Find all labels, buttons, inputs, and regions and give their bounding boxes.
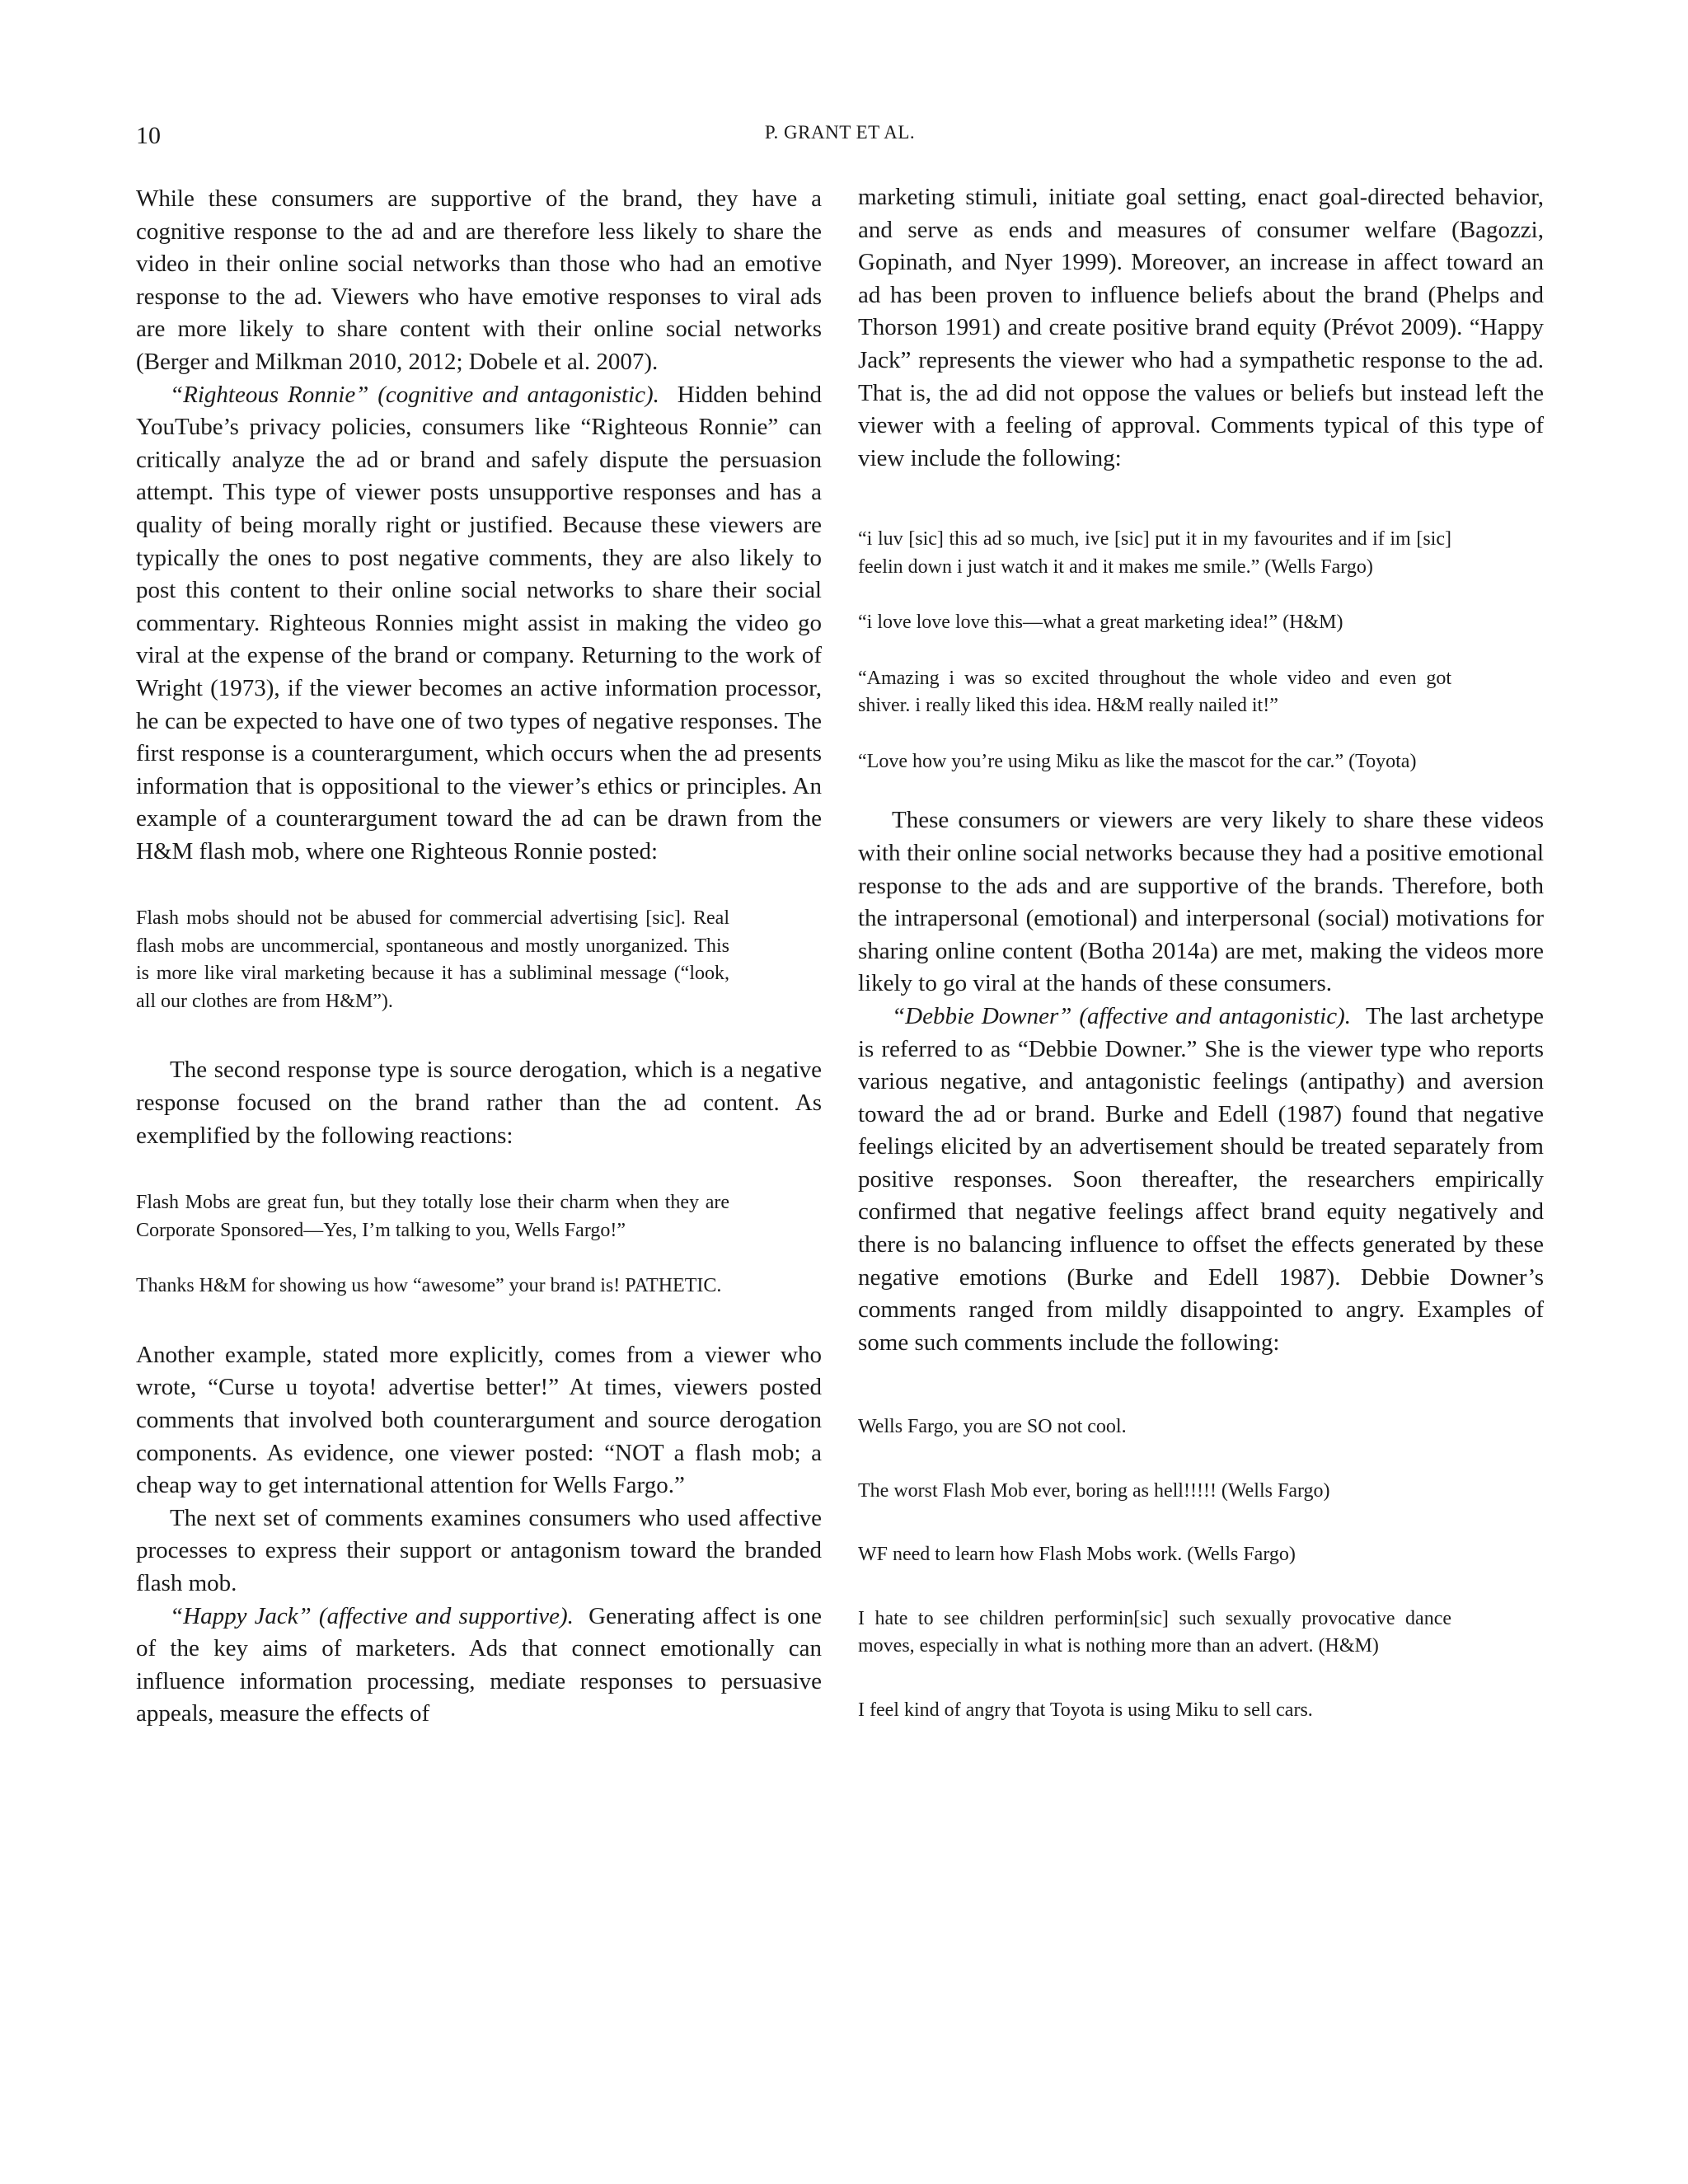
right-column [858, 181, 1544, 1763]
section-heading-happy-jack: “Happy Jack” (affective and supportive). [170, 1602, 574, 1629]
paragraph-debbie-downer [858, 1001, 1544, 1360]
quote: “i love love love this—what a great marketing idea!” (H&M) [858, 612, 1343, 634]
page-number: 10 [136, 122, 161, 149]
paragraph-text: The last archetype is referred to as “Debbie Downer.” She is the viewer type who reports various negative, and antagonistic feelings (antipathy) and aversion toward the ad or brand. Burke and Edell (1987) found that negative feelings elicited by an advertisement should be treated separately from positive responses. Soon thereafter, the researchers empirically confirmed that negative feelings affect brand equity negatively and there is no balancing influence to offset the effects generated by these negative emotions (Burke and Edell 1987). Debbie Downer’s comments ranged from mildly disappointed to angry. Examples of some such comments include the following: [858, 1002, 1545, 1356]
quote: “i luv [sic] this ad so much, ive [sic] put it in my favourites and if im [sic] feelin down i just watch it and it makes me smile.” (Wells Fargo) [858, 528, 1451, 578]
quote: “Love how you’re using Miku as like the mascot for the car.” (Toyota) [858, 750, 1417, 772]
block-quote [136, 1189, 822, 1301]
paragraph: The second response type is source derogation, which is a negative response focused on the brand rather than the ad content. As exemplified by the following reactions: [136, 1057, 822, 1149]
paragraph-text: Hidden behind YouTube’s privacy policies, consumers like “Righteous Ronnie” can critically analyze the ad or brand and safely dispute the persuasion attempt. This type of viewer posts unsupportive responses and has a quality of being morally right or justified. Because these viewers are typically the ones to post negative comments, they are also likely to post this content to their online social networks to share their social commentary. Righteous Ronnies might assist in making the video go viral at the expense of the brand or company. Returning to the work of Wright (1973), if the viewer becomes an active information processor, he can be expected to have one of two types of negative responses. The first response is a counterargument, which occurs when the ad presents information that is oppositional to the viewer’s ethics or principles. An example of a counterargument toward the ad can be drawn from the H&M flash mob, where one Righteous Ronnie posted: [136, 381, 822, 865]
paragraph: Another example, stated more explicitly, comes from a viewer who wrote, “Curse u toyota! advertise better!” At times, viewers posted comments that involved both counterargument and source derogation components. As evidence, one viewer posted: “NOT a flash mob; a cheap way to get international attention for Wells Fargo.” [136, 1341, 822, 1499]
quote: WF need to learn how Flash Mobs work. (Wells Fargo) [858, 1544, 1296, 1566]
quote: Flash mobs should not be abused for commercial advertising [sic]. Real flash mobs are uncommercial, spontaneous and mostly unorganized. This is more like viral marketing because it has a subliminal message (“look, all our clothes are from H&M”). [136, 907, 729, 1012]
paragraph: The next set of comments examines consumers who used affective processes to express their support or antagonism toward the branded flash mob. [136, 1504, 822, 1596]
paragraph: While these consumers are supportive of the brand, they have a cognitive response to the ad and are therefore less likely to share the video in their online social networks than those who had an emotive response to the ad. Viewers who have emotive responses to viral ads are more likely to share content with their online social networks (Berger and Milkman 2010, 2012; Dobele et al. 2007). [136, 185, 822, 375]
quote: I hate to see children performin[sic] such sexually provocative dance moves, especially in what is nothing more than an advert. (H&M) [858, 1607, 1451, 1657]
page-header [136, 122, 1544, 155]
paragraph: marketing stimuli, initiate goal setting, enact goal-directed behavior, and serve as ends and measures of consumer welfare (Bagozzi, Gopinath, and Nyer 1999). Moreover, an increase in affect toward an ad has been proven to influence beliefs about the brand (Phelps and Thorson 1991) and create positive brand equity (Prévot 2009). “Happy Jack” represents the viewer who had a sympathetic response to the ad. That is, the ad did not oppose the values or beliefs but instead left the viewer with a feeling of approval. Comments typical of this type of view include the following: [858, 184, 1544, 471]
quote: Flash Mobs are great fun, but they totally lose their charm when they are Corporate Sponsored—Yes, I’m talking to you, Wells Fargo!” [136, 1192, 729, 1241]
quote: “Amazing i was so excited throughout the whole video and even got shiver. i really liked this idea. H&M really nailed it!” [858, 667, 1451, 717]
block-quote [136, 905, 822, 1015]
section-heading-righteous-ronnie: “Righteous Ronnie” (cognitive and antagonistic). [170, 381, 659, 408]
quote: The worst Flash Mob ever, boring as hell!!!!! (Wells Fargo) [858, 1479, 1330, 1502]
block-quote-list [858, 1413, 1544, 1724]
paragraph: These consumers or viewers are very likely to share these videos with their online social networks because they had a positive emotional response to the ads and are supportive of the brands. Therefore, both the intrapersonal (emotional) and interpersonal (social) motivations for sharing online content (Botha 2014a) are met, making the videos more likely to go viral at the hands of these consumers. [858, 807, 1544, 997]
paragraph-text: Generating affect is one of the key aims of marketers. Ads that connect emotionally can influence information processing, mediate responses to persuasive appeals, measure the effects of [136, 1602, 822, 1727]
quote: Wells Fargo, you are SO not cool. [858, 1416, 1127, 1438]
quote: Thanks H&M for showing us how “awesome” your brand is! PATHETIC. [136, 1275, 722, 1297]
running-head: P. GRANT ET AL. [764, 122, 916, 143]
block-quote-list [858, 526, 1544, 776]
section-heading-debbie-downer: “Debbie Downer” (affective and antagonistic). [892, 1002, 1352, 1029]
paragraph-righteous-ronnie [136, 379, 822, 869]
paragraph-happy-jack [136, 1601, 822, 1731]
quote: I feel kind of angry that Toyota is using Miku to sell cars. [858, 1699, 1313, 1721]
left-column [136, 181, 822, 1731]
